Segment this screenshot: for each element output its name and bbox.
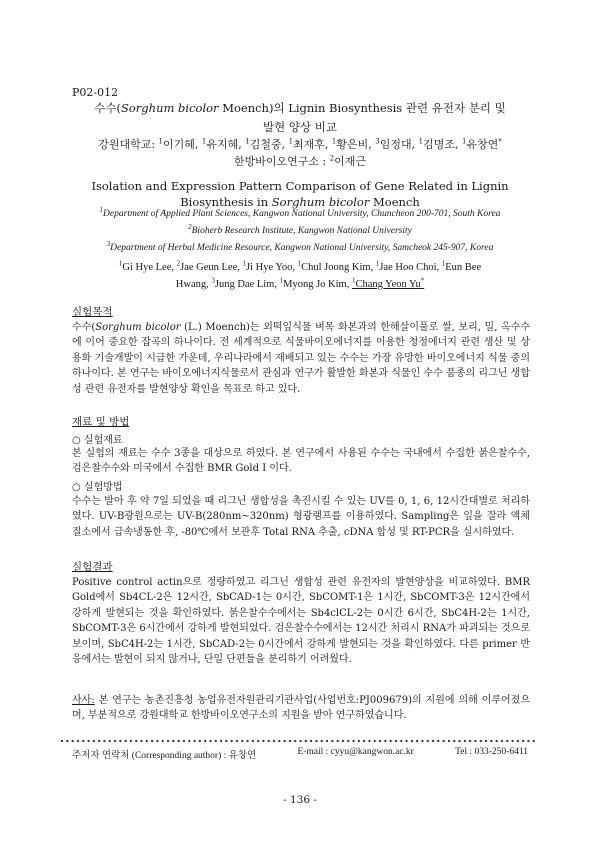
- page-number: - 136 -: [283, 794, 317, 806]
- contact-line: [72, 747, 528, 761]
- english-title-line1: Isolation and Expression Pattern Comparison of Gene Related in Lignin: [91, 179, 509, 193]
- affiliation-2: $^2$Bioherb Research Institute, Kangwon National University: [188, 222, 412, 236]
- section-title-objective: 실험목적: [72, 306, 113, 318]
- korean-author-name-affiliation-mark: 1: [418, 137, 424, 146]
- corresponding-author: $^1$Chang Yeon Yu*: [351, 276, 425, 290]
- korean-authors-line1: 강원대학교: $^1$이기혜, $^1$유지혜, $^1$김철중, $^1$최재후, $^1$황은비, $^3$임정대, $^1$김명조, $^1$유창연*: [98, 137, 502, 151]
- english-author-name: Chul Joong Kim,: [301, 262, 376, 273]
- english-authors-line2: [60, 276, 540, 293]
- english-authors: [60, 259, 540, 293]
- english-author-name: Jung Dae Lim,: [214, 279, 280, 290]
- contact-tel: Tel : 033-250-6411: [455, 747, 528, 757]
- english-author-name-affiliation-mark: 1: [118, 259, 123, 268]
- korean-title-line2: 발현 양상 비교: [263, 120, 337, 134]
- korean-author-name: 최재후,: [293, 138, 332, 151]
- korean-author-name: 이기혜,: [163, 138, 202, 151]
- english-author-name: Jae Hoo Choi,: [379, 262, 442, 273]
- korean-title: [60, 99, 540, 137]
- korean-author-name: 임정대,: [379, 138, 419, 151]
- methods-paragraph: 수수는 발아 후 약 7일 되었을 때 리그닌 생합성을 촉진시킬 수 있는 UV를 0, 1, 6, 12시간대별로 처리하였다. UV-B광원으로는 UV-B(280nm~320nm) 형광램프를 이용하였다. Sampling은 잎을 잘라 액체질소에서 급속냉동한 후, -80℃에서 보관후 Total RNA 추출, cDNA 합성 및 RT-PCR을 실시하였다.: [72, 496, 530, 538]
- korean-author-name-affiliation-mark: 1: [331, 137, 337, 146]
- english-author-name-affiliation-mark: 2: [176, 259, 181, 268]
- affiliation-1: $^1$Department of Applied Plant Sciences, Kangwon National University, Chuncheon 200-701, South Korea: [99, 205, 501, 219]
- korean-author-name: 유지혜,: [206, 138, 246, 151]
- english-title: [60, 178, 540, 210]
- english-author-name-affiliation-mark: 1: [375, 259, 380, 268]
- korean-author-name: 유창연: [466, 138, 499, 151]
- english-authors-line1: [60, 259, 540, 276]
- english-author-name-affiliation-mark: 3: [211, 276, 215, 285]
- contact-author: 주저자 연락처 (Corresponding author) : 유창연: [72, 751, 257, 761]
- abstract-code: P02-012: [72, 86, 119, 99]
- section-title-materials: 재료 및 방법: [72, 416, 130, 428]
- english-author-name-affiliation-mark: 1: [279, 276, 284, 285]
- english-author-name: Ji Hye Yoo,: [246, 262, 298, 273]
- materials-paragraph: 본 실험의 재료는 수수 3종을 대상으로 하였다. 본 연구에서 사용된 수수는 국내에서 수집한 붉은찰수수, 검은찰수수와 미국에서 수집한 BMR Gold I 이다.: [72, 448, 530, 475]
- english-author-name: Hwang,: [175, 279, 212, 290]
- english-title-line2: Biosynthesis in Sorghum bicolor Moench: [180, 195, 420, 209]
- korean-author-name: 김철중,: [249, 138, 289, 151]
- section-title-results: 실험결과: [72, 561, 113, 573]
- english-author-name: Gi Hye Lee,: [122, 262, 177, 273]
- korean-title-line1: 수수(Sorghum bicolor Moench)의 Lignin Biosynthesis 관련 유전자 분리 및: [94, 101, 506, 115]
- korean-author-name: 김명조,: [423, 138, 462, 151]
- english-author-name: Myong Jo Kim,: [283, 279, 352, 290]
- contact-email[interactable]: E-mail : cyyu@kangwon.ac.kr: [297, 747, 414, 757]
- objective-paragraph: 수수(Sorghum bicolor (L.) Moench)는 외떡잎식물 벼목 화본과의 한해살이풀로 쌀, 보리, 밀, 옥수수에 이어 중요한 잡곡의 하나이다. 전 세계적으로 식물바이오에너지를 이용한 청정에너지 관련 생산 및 상용화 기술개발이 시급한 가운데, 우리나라에서 재배되고 있는 수수는 가장 유망한 바이오에너지 식물 중의 하나이다. 본 연구는 바이오에너지식물로서 관심과 연구가 활발한 화본과 식물인 수수 품종의 리그닌 생합성 관련 유전자를 발현양상 확인을 목표로 하고 있다.: [72, 322, 530, 395]
- korean-authors-line2: 한방바이오연구소 : $^2$이재근: [233, 154, 367, 168]
- english-author-name: Eun Bee: [445, 262, 482, 273]
- subsection-materials: ○ 실험재료: [72, 435, 123, 446]
- korean-author-name-affiliation-mark: 1: [158, 137, 163, 146]
- korean-author-name-affiliation-mark: 1: [201, 137, 207, 146]
- korean-author-name: 황은비,: [336, 138, 376, 151]
- korean-author-name-affiliation-mark: 1: [461, 137, 467, 146]
- korean-author-name-affiliation-mark: 1: [245, 137, 250, 146]
- english-author-name-affiliation-mark: 1: [441, 259, 446, 268]
- acknowledgement-paragraph: 사사: 본 연구는 농촌진흥청 농업유전자원관리기관사업(사업번호:PJ009679)의 지원에 의해 이루어졌으며, 부분적으로 강원대학교 한방바이오연구소의 지원을 받아 연구하였습니다.: [72, 695, 530, 722]
- results-paragraph: Positive control actin으로 정량하였고 리그닌 생합성 관련 유전자의 발현양상을 비교하였다. BMR Gold에서 Sb4CL-2은 12시간, SbCAD-1는 0시간, SbCOMT-1은 1시간, SbCOMT-3은 12시간에서 강하게 발현되는 것을 확인하였다. 붉은찰수수에서는 Sb4clCL-2는 0시간 6시간, SbC4H-2는 1시간, SbCOMT-3은 6시간에서 강하게 발현되었다. 검은찰수수에서는 12시간 처리시 RNA가 파괴되는 것으로 보이며, SbC4H-2는 1시간, SbCAD-2는 0시간에서 강하게 발현되는 것을 확인하였다. 다른 primer 반응에서는 발현이 되지 않거나, 단일 단편들을 분리하기 어려웠다.: [72, 577, 530, 666]
- affiliation-3: $^3$Department of Herbal Medicine Resource, Kangwon National University, Samcheok 245-907, Korea: [106, 239, 494, 253]
- subsection-methods: ○ 실험방법: [72, 482, 123, 493]
- dotted-divider: [60, 738, 540, 744]
- english-author-name: Jae Geun Lee,: [180, 262, 243, 273]
- english-author-name-affiliation-mark: 1: [242, 259, 246, 268]
- korean-author-name-affiliation-mark: 3: [375, 137, 380, 146]
- korean-author-name-affiliation-mark: 1: [288, 137, 294, 146]
- english-author-name-affiliation-mark: 1: [297, 259, 302, 268]
- korean-authors: [60, 136, 540, 170]
